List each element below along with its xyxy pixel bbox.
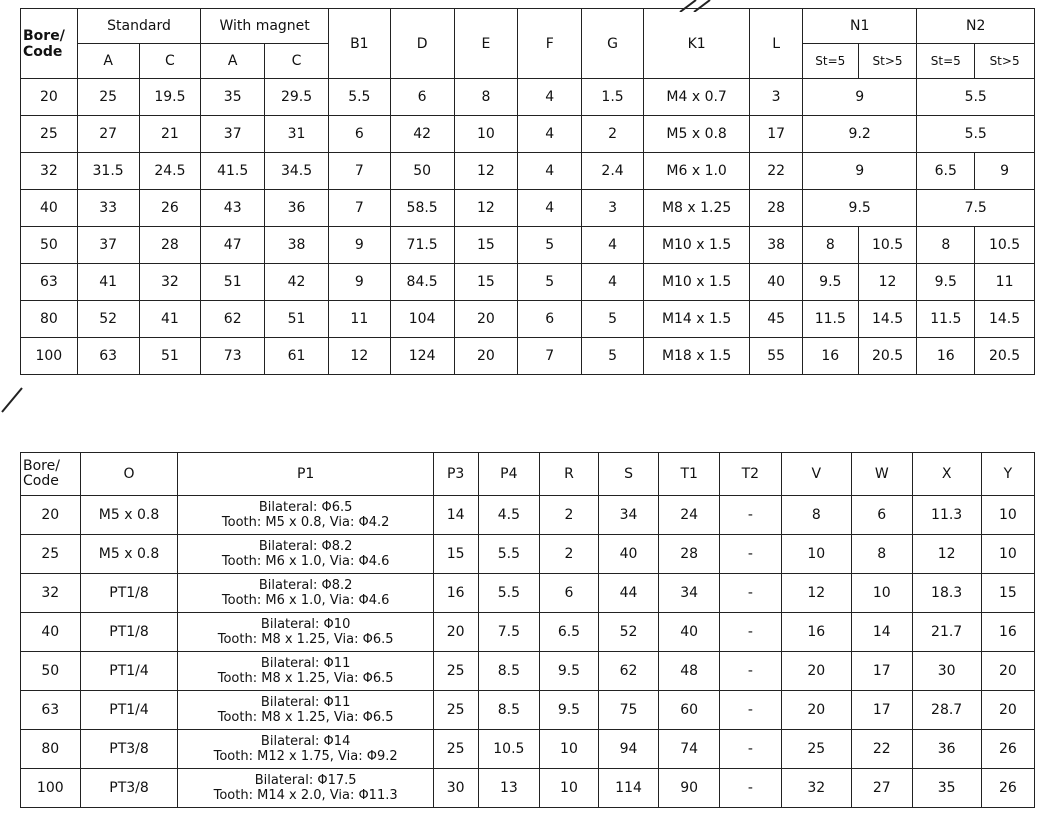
cell-y: 15 — [981, 574, 1034, 613]
p1-bilateral: Bilateral: Φ8.2 — [258, 539, 353, 554]
cell-s: 114 — [598, 769, 659, 808]
cell-p4: 5.5 — [478, 535, 540, 574]
cell-p1 — [178, 730, 433, 769]
cell-magnet-a: 51 — [201, 264, 265, 301]
cell-y: 20 — [981, 652, 1034, 691]
cell-w: 14 — [851, 613, 912, 652]
cell-magnet-c: 31 — [265, 116, 329, 153]
table-row — [21, 496, 1035, 535]
cell-bore: 40 — [21, 190, 78, 227]
cell-bore: 50 — [21, 652, 81, 691]
cell-t1: 28 — [659, 535, 720, 574]
cell-b1: 9 — [328, 264, 390, 301]
cell-k1: M8 x 1.25 — [643, 190, 749, 227]
table-row — [21, 79, 1035, 116]
cell-x: 30 — [912, 652, 981, 691]
header-y: Y — [981, 453, 1034, 496]
cell-g: 2 — [582, 116, 644, 153]
cell-r: 9.5 — [540, 691, 599, 730]
cell-f: 5 — [518, 264, 582, 301]
cell-standard-c: 28 — [139, 227, 201, 264]
cell-p3: 30 — [433, 769, 478, 808]
cell-standard-a: 41 — [77, 264, 139, 301]
cell-b1: 7 — [328, 153, 390, 190]
header-l: L — [750, 9, 803, 79]
cell-w: 6 — [851, 496, 912, 535]
cell-n2: 5.5 — [917, 116, 1035, 153]
header-magnet-c: C — [265, 44, 329, 79]
cell-standard-a: 31.5 — [77, 153, 139, 190]
cell-t1: 34 — [659, 574, 720, 613]
cell-standard-a: 37 — [77, 227, 139, 264]
header-standard-a: A — [77, 44, 139, 79]
cell-y: 20 — [981, 691, 1034, 730]
cell-standard-c: 26 — [139, 190, 201, 227]
cell-d: 71.5 — [390, 227, 454, 264]
cell-e: 10 — [454, 116, 518, 153]
cell-s: 40 — [598, 535, 659, 574]
cell-p3: 25 — [433, 730, 478, 769]
cell-t2: - — [720, 769, 782, 808]
cell-standard-c: 32 — [139, 264, 201, 301]
cell-w: 27 — [851, 769, 912, 808]
cell-bore: 32 — [21, 574, 81, 613]
cell-x: 36 — [912, 730, 981, 769]
cell-r: 2 — [540, 496, 599, 535]
cell-p1 — [178, 691, 433, 730]
cell-t2: - — [720, 730, 782, 769]
cell-p1 — [178, 574, 433, 613]
cell-x: 18.3 — [912, 574, 981, 613]
cell-bore: 25 — [21, 535, 81, 574]
p1-tooth-via: Tooth: M6 x 1.0, Via: Φ4.6 — [221, 554, 390, 569]
header-t2: T2 — [720, 453, 782, 496]
cell-p4: 10.5 — [478, 730, 540, 769]
cell-k1: M10 x 1.5 — [643, 227, 749, 264]
cell-magnet-c: 34.5 — [265, 153, 329, 190]
cell-k1: M10 x 1.5 — [643, 264, 749, 301]
dimension-table-1 — [20, 8, 1035, 375]
break-mark-left — [0, 380, 24, 414]
cell-o: PT1/4 — [80, 652, 178, 691]
cell-f: 4 — [518, 116, 582, 153]
cell-v: 20 — [781, 691, 851, 730]
table-row — [21, 730, 1035, 769]
table1-body — [21, 79, 1035, 375]
cell-bore: 80 — [21, 301, 78, 338]
cell-g: 1.5 — [582, 79, 644, 116]
cell-p3: 14 — [433, 496, 478, 535]
cell-r: 2 — [540, 535, 599, 574]
header-t1: T1 — [659, 453, 720, 496]
cell-n2-st5: 6.5 — [917, 153, 975, 190]
cell-y: 26 — [981, 769, 1034, 808]
cell-t1: 48 — [659, 652, 720, 691]
cell-w: 8 — [851, 535, 912, 574]
p1-bilateral: Bilateral: Φ8.2 — [258, 578, 353, 593]
header-bore-code: Bore/ Code — [21, 9, 78, 79]
cell-g: 2.4 — [582, 153, 644, 190]
table-row — [21, 769, 1035, 808]
cell-d: 84.5 — [390, 264, 454, 301]
cell-g: 4 — [582, 227, 644, 264]
cell-g: 3 — [582, 190, 644, 227]
cell-t1: 40 — [659, 613, 720, 652]
cell-x: 11.3 — [912, 496, 981, 535]
cell-n1: 9.5 — [802, 190, 916, 227]
cell-p4: 7.5 — [478, 613, 540, 652]
header-n2-st5: St=5 — [917, 44, 975, 79]
cell-s: 62 — [598, 652, 659, 691]
cell-magnet-a: 62 — [201, 301, 265, 338]
cell-v: 8 — [781, 496, 851, 535]
cell-l: 28 — [750, 190, 803, 227]
cell-l: 17 — [750, 116, 803, 153]
cell-standard-c: 24.5 — [139, 153, 201, 190]
cell-g: 5 — [582, 301, 644, 338]
table-row — [21, 153, 1035, 190]
cell-n1: 9 — [802, 153, 916, 190]
p1-tooth-via: Tooth: M12 x 1.75, Via: Φ9.2 — [213, 749, 398, 764]
cell-n1-stgt5: 10.5 — [858, 227, 917, 264]
cell-l: 22 — [750, 153, 803, 190]
cell-s: 34 — [598, 496, 659, 535]
cell-d: 50 — [390, 153, 454, 190]
cell-standard-a: 25 — [77, 79, 139, 116]
cell-n1-st5: 11.5 — [802, 301, 858, 338]
cell-standard-a: 52 — [77, 301, 139, 338]
cell-n1: 9 — [802, 79, 916, 116]
header-with-magnet: With magnet — [201, 9, 329, 44]
cell-x: 12 — [912, 535, 981, 574]
cell-w: 17 — [851, 652, 912, 691]
cell-l: 3 — [750, 79, 803, 116]
cell-d: 42 — [390, 116, 454, 153]
cell-standard-c: 51 — [139, 338, 201, 375]
cell-e: 8 — [454, 79, 518, 116]
cell-d: 124 — [390, 338, 454, 375]
cell-f: 7 — [518, 338, 582, 375]
table-row — [21, 301, 1035, 338]
cell-p1 — [178, 496, 433, 535]
cell-magnet-a: 47 — [201, 227, 265, 264]
p1-tooth-via: Tooth: M14 x 2.0, Via: Φ11.3 — [213, 788, 398, 803]
cell-t2: - — [720, 496, 782, 535]
cell-standard-c: 19.5 — [139, 79, 201, 116]
cell-n2-st5: 9.5 — [917, 264, 975, 301]
header-magnet-a: A — [201, 44, 265, 79]
cell-b1: 12 — [328, 338, 390, 375]
cell-magnet-a: 35 — [201, 79, 265, 116]
cell-n2-st5: 16 — [917, 338, 975, 375]
header-v: V — [781, 453, 851, 496]
cell-magnet-c: 61 — [265, 338, 329, 375]
cell-b1: 9 — [328, 227, 390, 264]
dimension-table-2 — [20, 452, 1035, 808]
p1-bilateral: Bilateral: Φ14 — [260, 734, 351, 749]
cell-l: 38 — [750, 227, 803, 264]
cell-standard-c: 21 — [139, 116, 201, 153]
cell-n2-stgt5: 11 — [975, 264, 1035, 301]
cell-bore: 40 — [21, 613, 81, 652]
cell-f: 5 — [518, 227, 582, 264]
p1-tooth-via: Tooth: M8 x 1.25, Via: Φ6.5 — [217, 671, 394, 686]
cell-o: M5 x 0.8 — [80, 496, 178, 535]
cell-p3: 20 — [433, 613, 478, 652]
cell-magnet-a: 43 — [201, 190, 265, 227]
cell-magnet-c: 36 — [265, 190, 329, 227]
header-r: R — [540, 453, 599, 496]
cell-standard-a: 63 — [77, 338, 139, 375]
cell-k1: M5 x 0.8 — [643, 116, 749, 153]
table-row — [21, 535, 1035, 574]
header-n1: N1 — [802, 9, 916, 44]
cell-v: 20 — [781, 652, 851, 691]
table2-body — [21, 496, 1035, 808]
header-n2: N2 — [917, 9, 1035, 44]
cell-p1 — [178, 652, 433, 691]
cell-magnet-a: 41.5 — [201, 153, 265, 190]
cell-p4: 8.5 — [478, 652, 540, 691]
cell-n1-stgt5: 20.5 — [858, 338, 917, 375]
cell-k1: M6 x 1.0 — [643, 153, 749, 190]
cell-bore: 100 — [21, 769, 81, 808]
cell-p4: 13 — [478, 769, 540, 808]
cell-standard-a: 27 — [77, 116, 139, 153]
cell-y: 16 — [981, 613, 1034, 652]
cell-b1: 11 — [328, 301, 390, 338]
cell-n2-stgt5: 10.5 — [975, 227, 1035, 264]
table-row — [21, 116, 1035, 153]
cell-n1-st5: 8 — [802, 227, 858, 264]
cell-t2: - — [720, 574, 782, 613]
cell-b1: 5.5 — [328, 79, 390, 116]
table-row — [21, 227, 1035, 264]
table-row — [21, 691, 1035, 730]
cell-s: 52 — [598, 613, 659, 652]
cell-x: 21.7 — [912, 613, 981, 652]
cell-k1: M14 x 1.5 — [643, 301, 749, 338]
cell-r: 6 — [540, 574, 599, 613]
cell-p4: 4.5 — [478, 496, 540, 535]
cell-bore: 32 — [21, 153, 78, 190]
header-n2-stgt5: St>5 — [975, 44, 1035, 79]
cell-magnet-a: 73 — [201, 338, 265, 375]
header-n1-st5: St=5 — [802, 44, 858, 79]
header-n1-stgt5: St>5 — [858, 44, 917, 79]
cell-r: 10 — [540, 730, 599, 769]
cell-g: 5 — [582, 338, 644, 375]
cell-y: 26 — [981, 730, 1034, 769]
cell-p1 — [178, 769, 433, 808]
cell-p3: 25 — [433, 691, 478, 730]
header-k1: K1 — [643, 9, 749, 79]
cell-n2-stgt5: 20.5 — [975, 338, 1035, 375]
cell-standard-c: 41 — [139, 301, 201, 338]
cell-magnet-a: 37 — [201, 116, 265, 153]
header-d: D — [390, 9, 454, 79]
cell-d: 104 — [390, 301, 454, 338]
cell-magnet-c: 29.5 — [265, 79, 329, 116]
cell-e: 15 — [454, 264, 518, 301]
cell-n1: 9.2 — [802, 116, 916, 153]
cell-bore: 50 — [21, 227, 78, 264]
cell-x: 35 — [912, 769, 981, 808]
cell-p4: 8.5 — [478, 691, 540, 730]
cell-t1: 90 — [659, 769, 720, 808]
cell-x: 28.7 — [912, 691, 981, 730]
cell-o: PT3/8 — [80, 769, 178, 808]
cell-n1-stgt5: 14.5 — [858, 301, 917, 338]
p1-bilateral: Bilateral: Φ6.5 — [258, 500, 353, 515]
table-row — [21, 264, 1035, 301]
cell-bore: 100 — [21, 338, 78, 375]
cell-f: 6 — [518, 301, 582, 338]
cell-t2: - — [720, 652, 782, 691]
cell-g: 4 — [582, 264, 644, 301]
cell-w: 10 — [851, 574, 912, 613]
cell-p4: 5.5 — [478, 574, 540, 613]
cell-p3: 25 — [433, 652, 478, 691]
cell-n2-st5: 11.5 — [917, 301, 975, 338]
cell-n1-st5: 16 — [802, 338, 858, 375]
table-row — [21, 574, 1035, 613]
p1-tooth-via: Tooth: M6 x 1.0, Via: Φ4.6 — [221, 593, 390, 608]
cell-l: 40 — [750, 264, 803, 301]
header-p3: P3 — [433, 453, 478, 496]
cell-t2: - — [720, 691, 782, 730]
p1-tooth-via: Tooth: M8 x 1.25, Via: Φ6.5 — [217, 710, 394, 725]
header-bore-code: Bore/ Code — [21, 453, 81, 496]
header-w: W — [851, 453, 912, 496]
cell-bore: 63 — [21, 691, 81, 730]
cell-e: 20 — [454, 301, 518, 338]
cell-t1: 74 — [659, 730, 720, 769]
cell-n2: 5.5 — [917, 79, 1035, 116]
cell-p1 — [178, 535, 433, 574]
cell-e: 15 — [454, 227, 518, 264]
p1-bilateral: Bilateral: Φ17.5 — [254, 773, 357, 788]
cell-n1-st5: 9.5 — [802, 264, 858, 301]
cell-e: 12 — [454, 153, 518, 190]
cell-bore: 20 — [21, 496, 81, 535]
cell-s: 75 — [598, 691, 659, 730]
header-b1: B1 — [328, 9, 390, 79]
cell-b1: 7 — [328, 190, 390, 227]
cell-o: PT1/4 — [80, 691, 178, 730]
cell-b1: 6 — [328, 116, 390, 153]
p1-tooth-via: Tooth: M8 x 1.25, Via: Φ6.5 — [217, 632, 394, 647]
cell-n2-st5: 8 — [917, 227, 975, 264]
cell-f: 4 — [518, 153, 582, 190]
cell-t2: - — [720, 535, 782, 574]
cell-bore: 63 — [21, 264, 78, 301]
cell-bore: 25 — [21, 116, 78, 153]
cell-bore: 80 — [21, 730, 81, 769]
cell-p1 — [178, 613, 433, 652]
cell-n2-stgt5: 14.5 — [975, 301, 1035, 338]
cell-r: 6.5 — [540, 613, 599, 652]
cell-magnet-c: 38 — [265, 227, 329, 264]
table-row — [21, 652, 1035, 691]
header-x: X — [912, 453, 981, 496]
cell-bore: 20 — [21, 79, 78, 116]
cell-r: 10 — [540, 769, 599, 808]
cell-t1: 24 — [659, 496, 720, 535]
cell-d: 58.5 — [390, 190, 454, 227]
cell-v: 25 — [781, 730, 851, 769]
cell-v: 12 — [781, 574, 851, 613]
p1-bilateral: Bilateral: Φ11 — [260, 656, 351, 671]
cell-y: 10 — [981, 496, 1034, 535]
cell-v: 32 — [781, 769, 851, 808]
cell-magnet-c: 51 — [265, 301, 329, 338]
cell-k1: M18 x 1.5 — [643, 338, 749, 375]
cell-f: 4 — [518, 190, 582, 227]
header-p1: P1 — [178, 453, 433, 496]
cell-n2-stgt5: 9 — [975, 153, 1035, 190]
cell-s: 44 — [598, 574, 659, 613]
cell-t1: 60 — [659, 691, 720, 730]
header-g: G — [582, 9, 644, 79]
cell-s: 94 — [598, 730, 659, 769]
header-standard-c: C — [139, 44, 201, 79]
cell-d: 6 — [390, 79, 454, 116]
cell-e: 12 — [454, 190, 518, 227]
header-f: F — [518, 9, 582, 79]
cell-t2: - — [720, 613, 782, 652]
header-o: O — [80, 453, 178, 496]
cell-p3: 16 — [433, 574, 478, 613]
header-p4: P4 — [478, 453, 540, 496]
cell-n1-stgt5: 12 — [858, 264, 917, 301]
header-e: E — [454, 9, 518, 79]
cell-w: 22 — [851, 730, 912, 769]
cell-l: 45 — [750, 301, 803, 338]
table-row — [21, 613, 1035, 652]
cell-v: 16 — [781, 613, 851, 652]
cell-y: 10 — [981, 535, 1034, 574]
header-standard: Standard — [77, 9, 201, 44]
p1-bilateral: Bilateral: Φ11 — [260, 695, 351, 710]
cell-k1: M4 x 0.7 — [643, 79, 749, 116]
cell-o: PT3/8 — [80, 730, 178, 769]
p1-tooth-via: Tooth: M5 x 0.8, Via: Φ4.2 — [221, 515, 390, 530]
cell-p3: 15 — [433, 535, 478, 574]
cell-n2: 7.5 — [917, 190, 1035, 227]
cell-l: 55 — [750, 338, 803, 375]
p1-bilateral: Bilateral: Φ10 — [260, 617, 351, 632]
cell-magnet-c: 42 — [265, 264, 329, 301]
table-row — [21, 190, 1035, 227]
cell-o: PT1/8 — [80, 574, 178, 613]
cell-r: 9.5 — [540, 652, 599, 691]
cell-w: 17 — [851, 691, 912, 730]
cell-v: 10 — [781, 535, 851, 574]
cell-o: M5 x 0.8 — [80, 535, 178, 574]
table-row — [21, 338, 1035, 375]
cell-o: PT1/8 — [80, 613, 178, 652]
cell-f: 4 — [518, 79, 582, 116]
cell-standard-a: 33 — [77, 190, 139, 227]
cell-e: 20 — [454, 338, 518, 375]
header-s: S — [598, 453, 659, 496]
